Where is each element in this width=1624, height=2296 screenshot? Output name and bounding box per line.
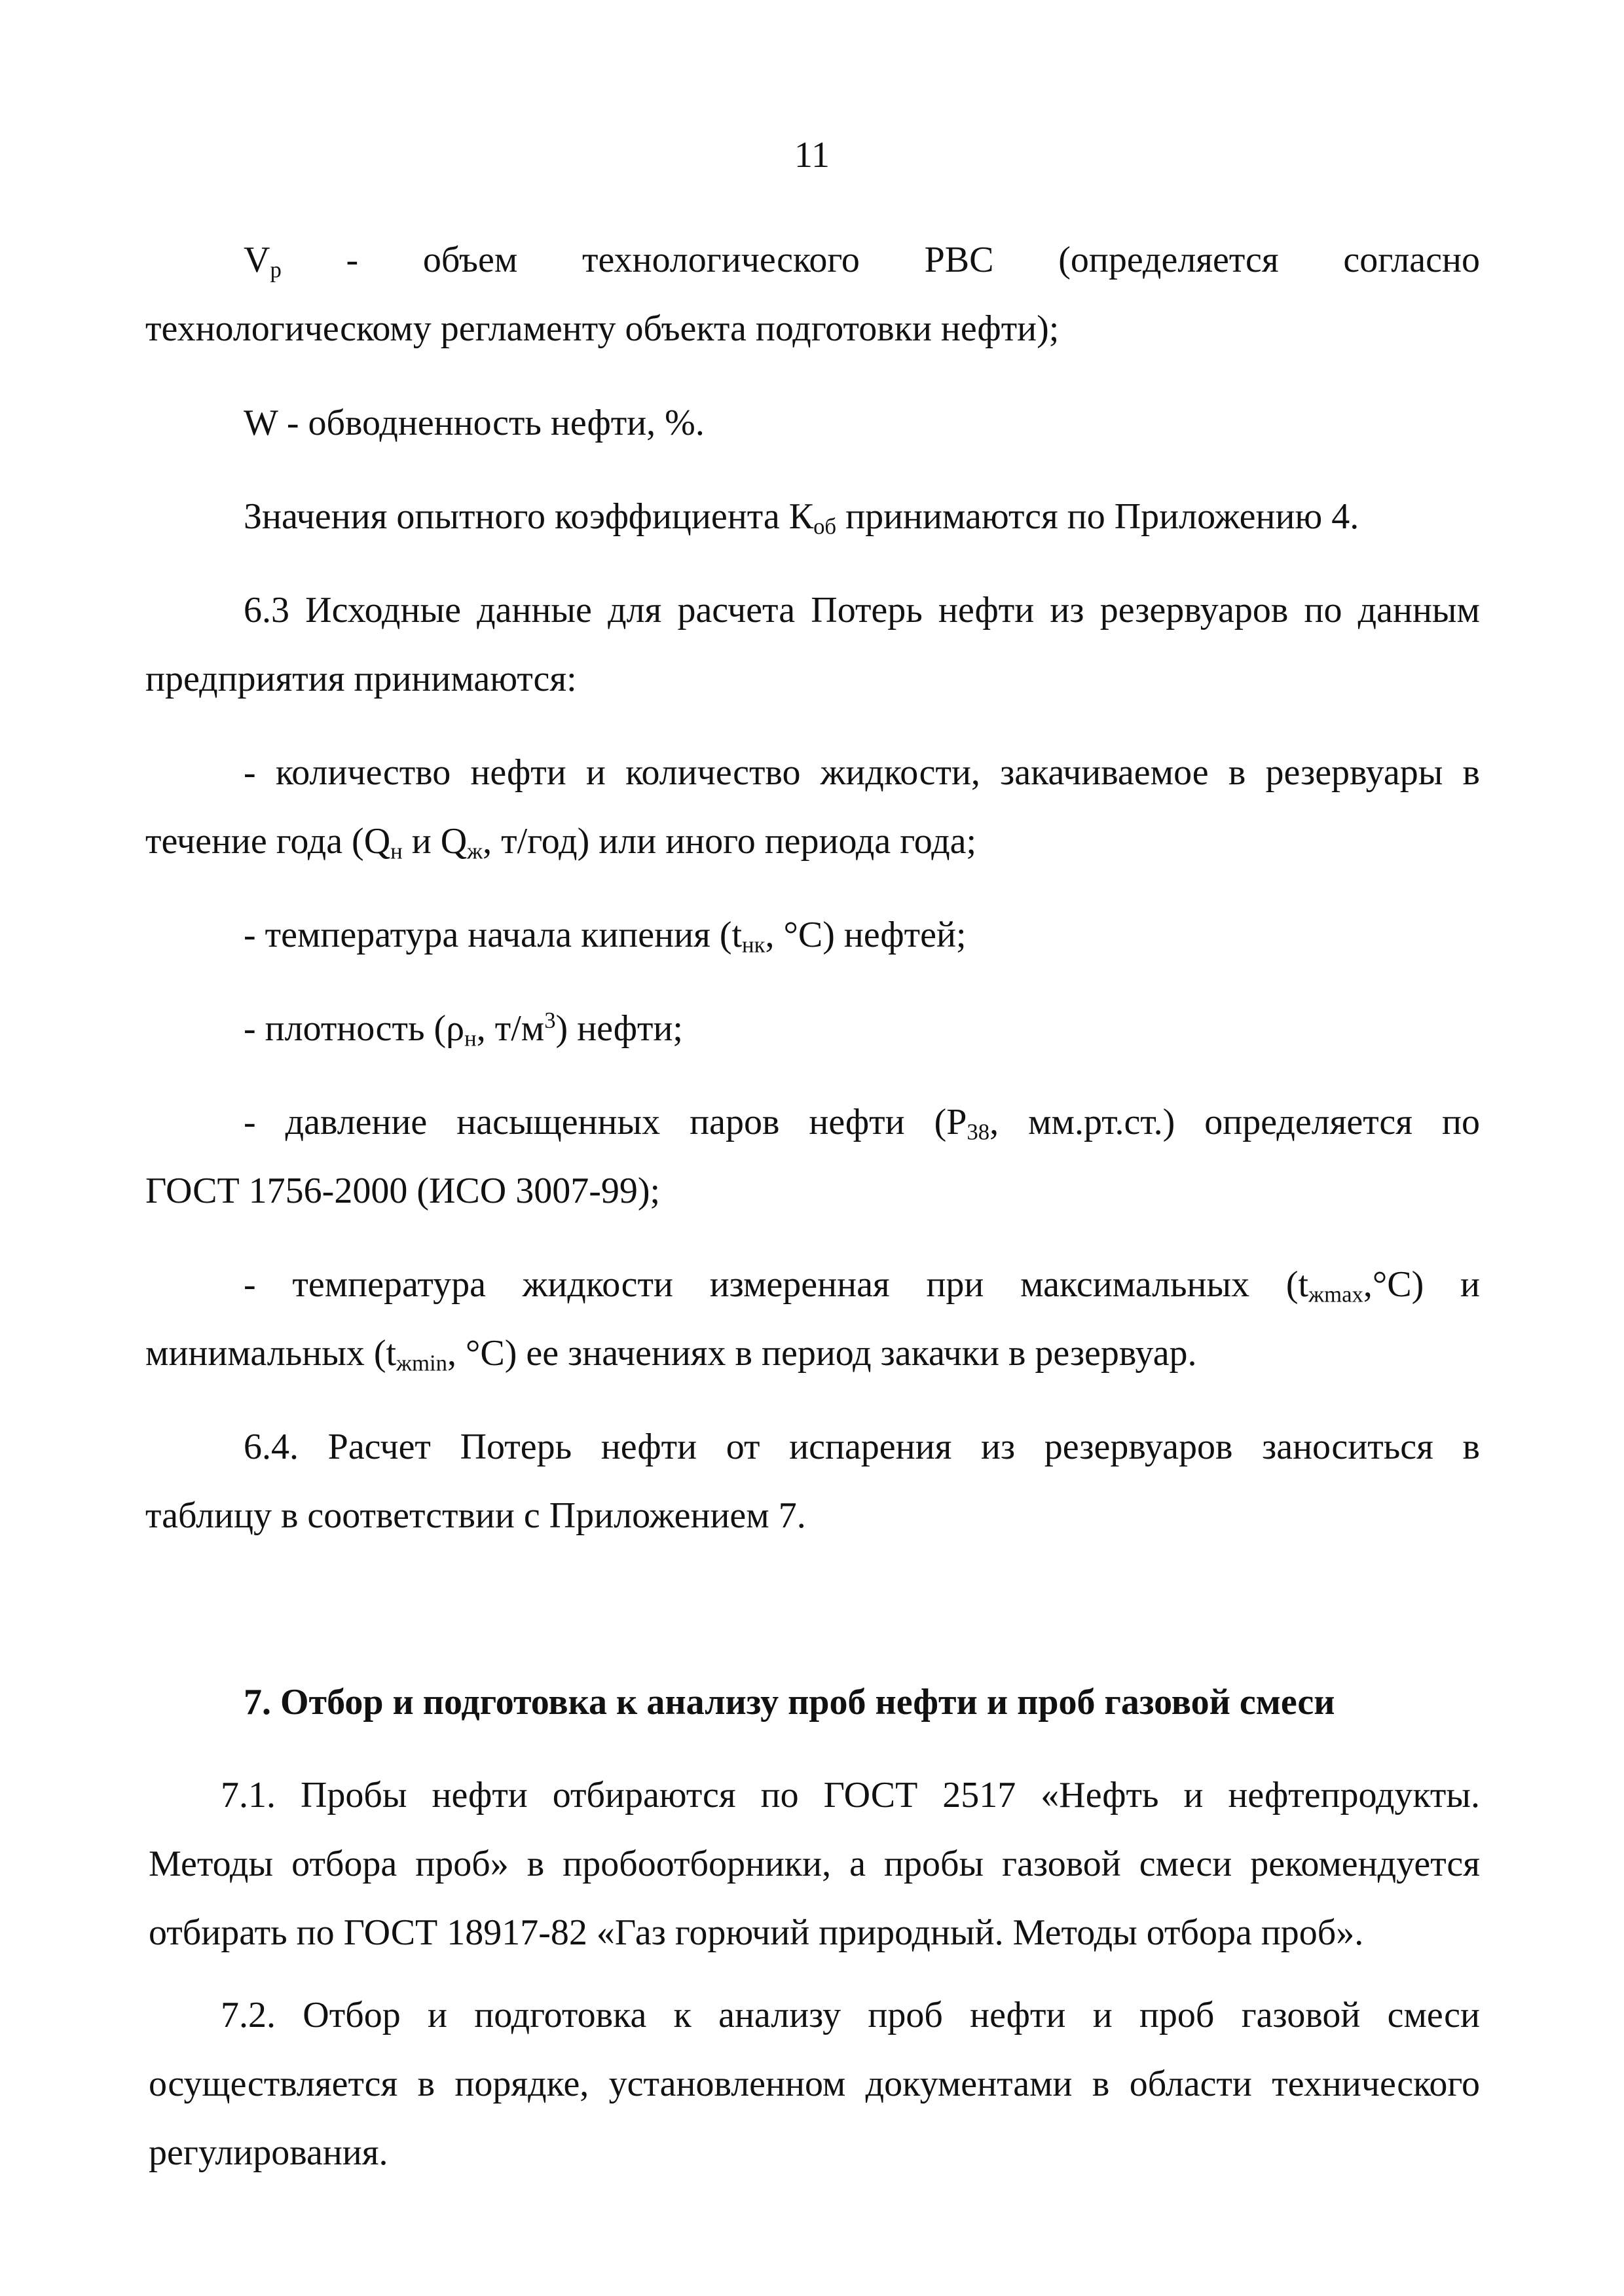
paragraph-6-3-line-2: предприятия принимаются: [145,659,577,699]
paragraph-7-2-line-1: 7.2. Отбор и подготовка к анализу проб нефти и проб газовой смеси [221,1995,1480,2035]
paragraph-6-3-line-1: 6.3 Исходные данные для расчета Потерь нефти из резервуаров по данным [244,590,1480,630]
paragraph-7-2-line-2: осуществляется в порядке, установленном документами в области технического [149,2064,1480,2104]
list-item-vapor-pressure-line-1: - давление насыщенных паров нефти ($Р_{38}$, мм.рт.ст.) определяется по [244,1102,1480,1145]
vp-definition-line-2: технологическому регламенту объекта подготовки нефти); [145,308,1060,349]
list-item-oil-quantity-line-1: - количество нефти и количество жидкости, закачиваемое в резервуары в [244,752,1480,793]
w-definition: W - обводненность нефти, %. [244,403,705,443]
list-item-liquid-temperature-line-1: - температура жидкости измеренная при максимальных $(t_{жmax},^\circ С)$ и [244,1264,1480,1307]
list-item-liquid-temperature-line-2: минимальных ($t_{жmin}$, °С) ее значениях в период закачки в резервуар. [145,1333,1197,1376]
paragraph-7-2-line-3: регулирования. [149,2132,388,2173]
list-item-oil-quantity-line-2: течение года ($Q_н$ и $Q_ж$, т/год) или иного периода года; [145,821,977,864]
list-item-density: - плотность ($\rho_н$, $т/м^3$) нефти; [244,1007,683,1051]
paragraph-7-1-line-1: 7.1. Пробы нефти отбираются по ГОСТ 2517 «Нефть и нефтепродукты. [221,1775,1480,1815]
paragraph-6-4-line-1: 6.4. Расчет Потерь нефти от испарения из резервуаров заноситься в [244,1427,1480,1467]
list-item-vapor-pressure-line-2: ГОСТ 1756-2000 (ИСО 3007-99); [145,1171,661,1211]
paragraph-6-4-line-2: таблицу в соответствии с Приложением 7. [145,1495,806,1536]
list-item-boiling-temperature: - температура начала кипения ($t_{нк}$, °С) нефтей; [244,915,967,958]
paragraph-7-1-line-3: отбирать по ГОСТ 18917-82 «Газ горючий природный. Методы отбора проб». [149,1912,1364,1953]
vp-definition-line-1: $V_р$ - объем технологического РВС (определяется согласно [244,240,1480,283]
page-number: 11 [794,135,830,175]
kob-sentence: Значения опытного коэффициента $К_{об}$ принимаются по Приложению 4. [244,496,1359,539]
section-7-heading: 7. Отбор и подготовка к анализу проб нефти и проб газовой смеси [244,1682,1335,1722]
paragraph-7-1-line-2: Методы отбора проб» в пробоотборники, а пробы газовой смеси рекомендуется [149,1844,1480,1884]
